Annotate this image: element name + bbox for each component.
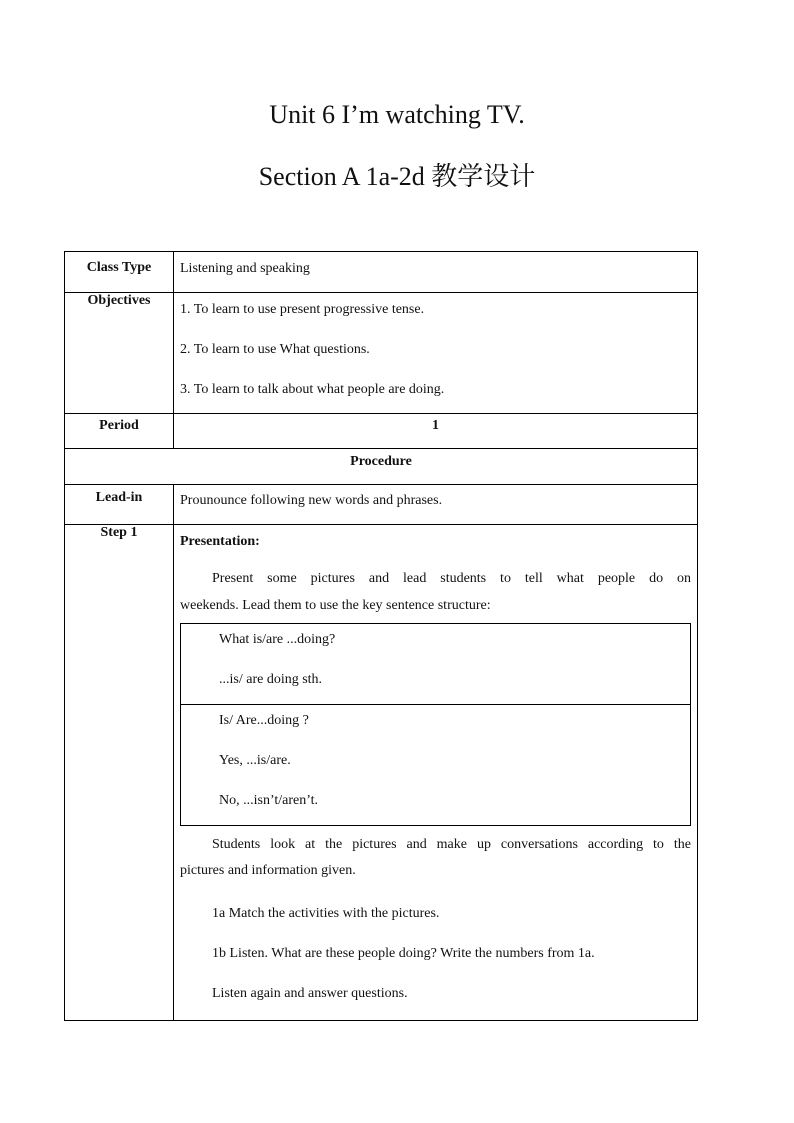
objective-item: 1. To learn to use present progressive tense.: [180, 302, 425, 317]
structure-box-2: [181, 705, 691, 826]
structure-line: No, ...isn’t/aren’t.: [219, 793, 319, 808]
structure-line: ...is/ are doing sth.: [219, 672, 323, 687]
document-title: Unit 6 I’m watching TV.: [269, 100, 525, 129]
lead-in-cell: [174, 485, 698, 525]
step1-item-listen: Listen again and answer questions.: [212, 986, 408, 1001]
lead-in-label: Lead-in: [65, 485, 174, 525]
class-type-row: [65, 252, 698, 293]
sentence-structure-box: [180, 623, 691, 826]
period-label: Period: [65, 414, 174, 449]
document-subtitle: Section A 1a-2d 教学设计: [258, 162, 536, 191]
objective-item: 2. To learn to use What questions.: [180, 342, 370, 357]
objectives-cell: [174, 293, 698, 414]
structure-line: Is/ Are...doing ?: [219, 713, 309, 728]
step1-para2-line1: Students look at the pictures and make up conversations according to the: [212, 837, 691, 852]
step1-cell: [174, 525, 698, 1021]
objective-item: 3. To learn to talk about what people are doing.: [180, 382, 445, 397]
class-type-cell: [174, 252, 698, 293]
step1-label: Step 1: [65, 525, 174, 1021]
structure-box-1: [181, 624, 691, 705]
lead-in-value: Prounounce following new words and phrases.: [180, 493, 443, 508]
period-cell: [174, 414, 698, 449]
step1-item-1b: 1b Listen. What are these people doing? Write the numbers from 1a.: [212, 946, 595, 961]
step1-para1-line2: weekends. Lead them to use the key sentence structure:: [180, 598, 491, 613]
objectives-row: [65, 293, 698, 414]
procedure-heading: Procedure: [65, 449, 698, 485]
procedure-row: [65, 449, 698, 485]
lead-in-row: [65, 485, 698, 525]
structure-line: What is/are ...doing?: [219, 632, 336, 647]
class-type-value: Listening and speaking: [180, 261, 310, 276]
class-type-label: Class Type: [65, 252, 174, 293]
step1-item-1a: 1a Match the activities with the pictures.: [212, 906, 440, 921]
lesson-plan-table: [64, 251, 698, 1021]
objectives-label: Objectives: [65, 293, 174, 414]
step1-para1-line1: Present some pictures and lead students to tell what people do on: [212, 571, 691, 586]
step1-row: [65, 525, 698, 1021]
step1-para2-line2: pictures and information given.: [180, 863, 356, 878]
period-row: [65, 414, 698, 449]
step1-heading: Presentation:: [180, 534, 260, 549]
structure-line: Yes, ...is/are.: [219, 753, 291, 768]
period-value: 1: [432, 418, 439, 433]
